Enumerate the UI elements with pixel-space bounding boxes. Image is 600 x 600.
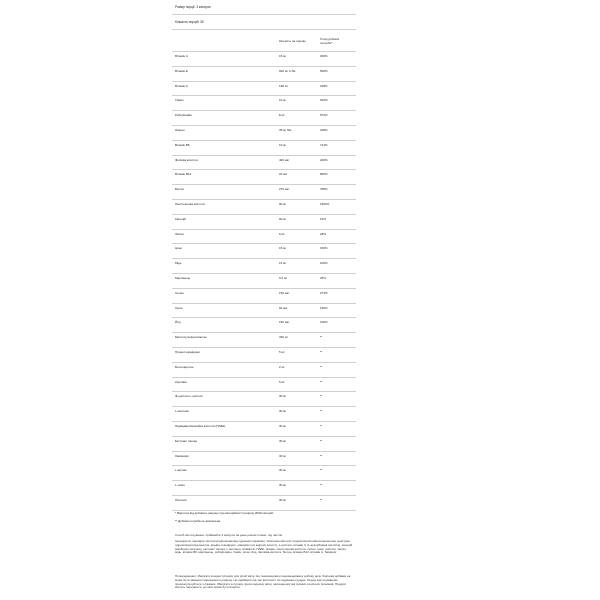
table-row xyxy=(172,436,356,451)
ingredients-text: Інгредієнти: препарат метилсульфонілметану (двоокис кремнію), оболонка капсули (гідроксипропілметилцелюлоза, декстрин, гідроксипропілцелюлоза, альфа-токоферол, магнієві солі жирних кислот), L-цистеїн, вітамін С (L-аскорбінова кислота), кальцій (карбонат кальцію), екстракт хвоща, L-метіонін, вітамін Е, ПАБК, ніацин, пантотенова кислота, селен, цинк, цистеїн, залізо, мідь, вітамін В6, марганець, рибофлавін, тіамін, хром, йод, фолієва кислота, біотин, вітамін В12, вітамін А, барвник. xyxy=(175,539,353,555)
table-row xyxy=(172,95,356,110)
nutrient-daily-value: 28% xyxy=(320,231,327,236)
nutrient-name: Рибофлавін xyxy=(175,113,192,118)
column-header-amount: Кількість на порцію xyxy=(279,39,306,43)
nutrient-daily-value: ** xyxy=(320,394,323,399)
nutrient-name: L-лізин xyxy=(175,483,185,488)
table-row xyxy=(172,465,356,480)
nutrient-daily-value: 800% xyxy=(320,172,328,177)
table-row xyxy=(172,495,356,510)
nutrient-amount: 270 мкг xyxy=(279,187,290,192)
warnings-text: Попередження: зберігати в недоступному для дітей місці. Не перевищувати рекомендовану добову дозу. Харчова добавка не може бути заміною повноцінного раціону. Не приймати під час вагітності та годування груддю. Перед застосуванням проконсультуйтеся з лікарем. Зберігати в сухому прохолодному місці, захищеному від прямих сонячних променів. Продукт містить інгредієнти, до яких може бути алергія. xyxy=(175,574,351,590)
table-row xyxy=(172,362,356,377)
nutrient-name: Фолієва кислота xyxy=(175,157,198,162)
table-row xyxy=(172,451,356,466)
nutrient-name: L-аргінін xyxy=(175,468,187,473)
nutrient-amount: 15 мг xyxy=(279,246,287,251)
nutrient-name: Вітамін В12 xyxy=(175,172,192,177)
nutrient-name: Екстракт хвоща xyxy=(175,438,197,443)
nutrient-daily-value: ** xyxy=(320,379,323,384)
nutrient-name: Цинк xyxy=(175,246,182,251)
nutrient-daily-value: 228% xyxy=(320,128,328,132)
table-row xyxy=(172,288,356,303)
nutrient-name: Ф-цистеїн L-цистеїн xyxy=(175,394,203,399)
nutrient-amount: 6 мг xyxy=(279,231,285,236)
nutrient-amount: 10 мг xyxy=(279,142,287,147)
nutrient-daily-value: 273% xyxy=(320,290,328,295)
table-row xyxy=(172,184,356,199)
nutrient-name: Параамінобензойна кислота (ПАБК) xyxy=(175,424,226,428)
column-header-dv-line2: потреби* xyxy=(320,40,333,45)
nutrient-amount: 600 мг α-ТЕ xyxy=(279,68,296,73)
table-row xyxy=(172,347,356,362)
nutrient-daily-value: 1500% xyxy=(320,202,330,206)
table-row xyxy=(172,377,356,392)
nutrient-daily-value: ** xyxy=(320,453,323,458)
nutrient-amount: 60 мг xyxy=(279,216,287,221)
nutrient-amount: 30 мг xyxy=(279,438,287,443)
nutrient-daily-value: 25% xyxy=(320,276,327,280)
nutrient-daily-value: 248% xyxy=(320,83,328,88)
table-row xyxy=(172,199,356,214)
table-row xyxy=(172,229,356,244)
nutrient-name: Кропива xyxy=(175,379,187,384)
nutrient-daily-value: ** xyxy=(320,335,323,340)
nutrient-amount: 20 мкг xyxy=(279,172,288,177)
nutrient-amount: 30 мг xyxy=(279,468,287,473)
footnote-daily-value: * Відсоток від добового раціону при калорійності раціону 2000 калорій. xyxy=(175,511,274,515)
nutrient-amount: 198 мг xyxy=(279,83,288,88)
nutrient-amount: 5 мг xyxy=(279,379,285,384)
table-row xyxy=(172,332,356,347)
nutrient-name: Вітамін А xyxy=(175,54,188,58)
nutrient-name: Ніацин xyxy=(175,128,185,132)
nutrient-amount: 15 мг xyxy=(279,261,287,266)
nutrient-daily-value: 572% xyxy=(320,113,328,118)
usage-text: Спосіб застосування: приймайте 3 капсули на день разом із їжею, під час їжі. xyxy=(175,533,283,537)
nutrient-amount: 5 мг xyxy=(279,350,285,354)
serving-size: Розмір порції: 3 капсули xyxy=(175,5,211,9)
nutrient-name: Тіамін xyxy=(175,98,184,103)
nutrient-amount: 60 мкг xyxy=(279,305,288,310)
nutrient-name: Марганець xyxy=(175,276,191,280)
nutrient-name: Лізолеїн xyxy=(175,498,187,502)
nutrient-daily-value: 200% xyxy=(320,157,328,162)
nutrient-daily-value: ** xyxy=(320,468,323,473)
nutrient-name: Селен xyxy=(175,290,184,295)
table-row xyxy=(172,51,356,66)
nutrient-name: Мідь xyxy=(175,261,182,266)
nutrient-daily-value: ** xyxy=(320,438,323,443)
nutrient-daily-value: 780% xyxy=(320,187,328,192)
nutrient-name: L-метіонін xyxy=(175,409,189,414)
nutrient-daily-value: ** xyxy=(320,483,323,488)
table-row xyxy=(172,391,356,406)
nutrient-amount: 150 мкг xyxy=(279,320,290,325)
table-row xyxy=(172,273,356,288)
nutrient-name: Вітамін С xyxy=(175,83,189,88)
table-row xyxy=(172,110,356,125)
table-row xyxy=(172,125,356,140)
nutrient-daily-value: ** xyxy=(320,350,323,354)
servings-per-container: Кількість порцій: 30 xyxy=(175,20,204,24)
divider xyxy=(172,14,356,15)
table-row xyxy=(172,303,356,318)
table-row xyxy=(172,317,356,332)
table-row xyxy=(172,140,356,155)
nutrient-name: Біотин xyxy=(175,187,184,192)
footnote-not-established: ** Добова потреба не визначена. xyxy=(175,519,221,523)
nutrient-daily-value: 150% xyxy=(320,246,328,251)
nutrient-name: Метилсульфонілметан xyxy=(175,335,207,340)
supplement-facts-page xyxy=(172,0,356,600)
nutrient-amount: 2 мг xyxy=(279,364,285,369)
table-row xyxy=(172,243,356,258)
nutrient-name: Ламінарія xyxy=(175,453,189,458)
nutrient-amount: 8 мг xyxy=(279,113,285,118)
divider xyxy=(172,29,356,30)
nutrient-amount: 35 мг NE xyxy=(279,128,292,132)
nutrient-amount: 90 мг xyxy=(279,202,287,206)
nutrient-daily-value: 714% xyxy=(320,142,328,147)
table-row xyxy=(172,421,356,436)
table-row xyxy=(172,406,356,421)
nutrient-daily-value: 500% xyxy=(320,68,328,73)
nutrient-amount: 330 мг xyxy=(279,335,288,340)
column-header-dv xyxy=(320,38,339,45)
nutrient-daily-value: 300% xyxy=(320,54,328,58)
nutrient-name: Кальцій xyxy=(175,216,186,221)
nutrient-amount: 30 мг xyxy=(279,483,287,488)
nutrient-daily-value: ** xyxy=(320,424,323,428)
nutrient-amount: 30 мг xyxy=(279,409,287,414)
nutrient-name: Хром xyxy=(175,305,183,310)
nutrient-name: Залізо xyxy=(175,231,184,236)
nutrient-name: Вітамін В6 xyxy=(175,142,190,147)
nutrient-name: Бета каротин xyxy=(175,364,194,369)
nutrient-amount: 400 мкг xyxy=(279,157,290,162)
table-row xyxy=(172,169,356,184)
nutrient-name: Проантоціанідини xyxy=(175,350,200,354)
nutrient-amount: 30 мг xyxy=(279,498,287,502)
nutrient-daily-value: ** xyxy=(320,364,323,369)
nutrient-daily-value: 16% xyxy=(320,216,327,221)
table-row xyxy=(172,81,356,96)
nutrient-amount: 10 мг xyxy=(279,98,287,103)
nutrient-amount: 30 мг xyxy=(279,424,287,428)
nutrient-amount: 30 мг xyxy=(279,394,287,399)
nutrient-amount: 15 мг xyxy=(279,54,287,58)
nutrient-daily-value: ** xyxy=(320,498,323,502)
nutrient-amount: 0.5 мг xyxy=(279,276,288,280)
nutrient-daily-value: 100% xyxy=(320,320,328,325)
table-row xyxy=(172,258,356,273)
nutrient-daily-value: ** xyxy=(320,409,323,414)
nutrient-name: Вітамін Е xyxy=(175,68,188,73)
nutrient-name: Йод xyxy=(175,320,181,325)
nutrient-name: Пантотенова кислота xyxy=(175,202,205,206)
table-row xyxy=(172,214,356,229)
nutrient-daily-value: 910% xyxy=(320,98,328,103)
nutrient-amount: 30 мг xyxy=(279,453,287,458)
table-row xyxy=(172,155,356,170)
table-row xyxy=(172,66,356,81)
nutrient-daily-value: 150% xyxy=(320,305,328,310)
table-row xyxy=(172,480,356,495)
nutrient-daily-value: 100% xyxy=(320,261,328,266)
nutrient-amount: 150 мкг xyxy=(279,290,290,295)
column-header-dv-line1: % від добової xyxy=(320,37,340,41)
